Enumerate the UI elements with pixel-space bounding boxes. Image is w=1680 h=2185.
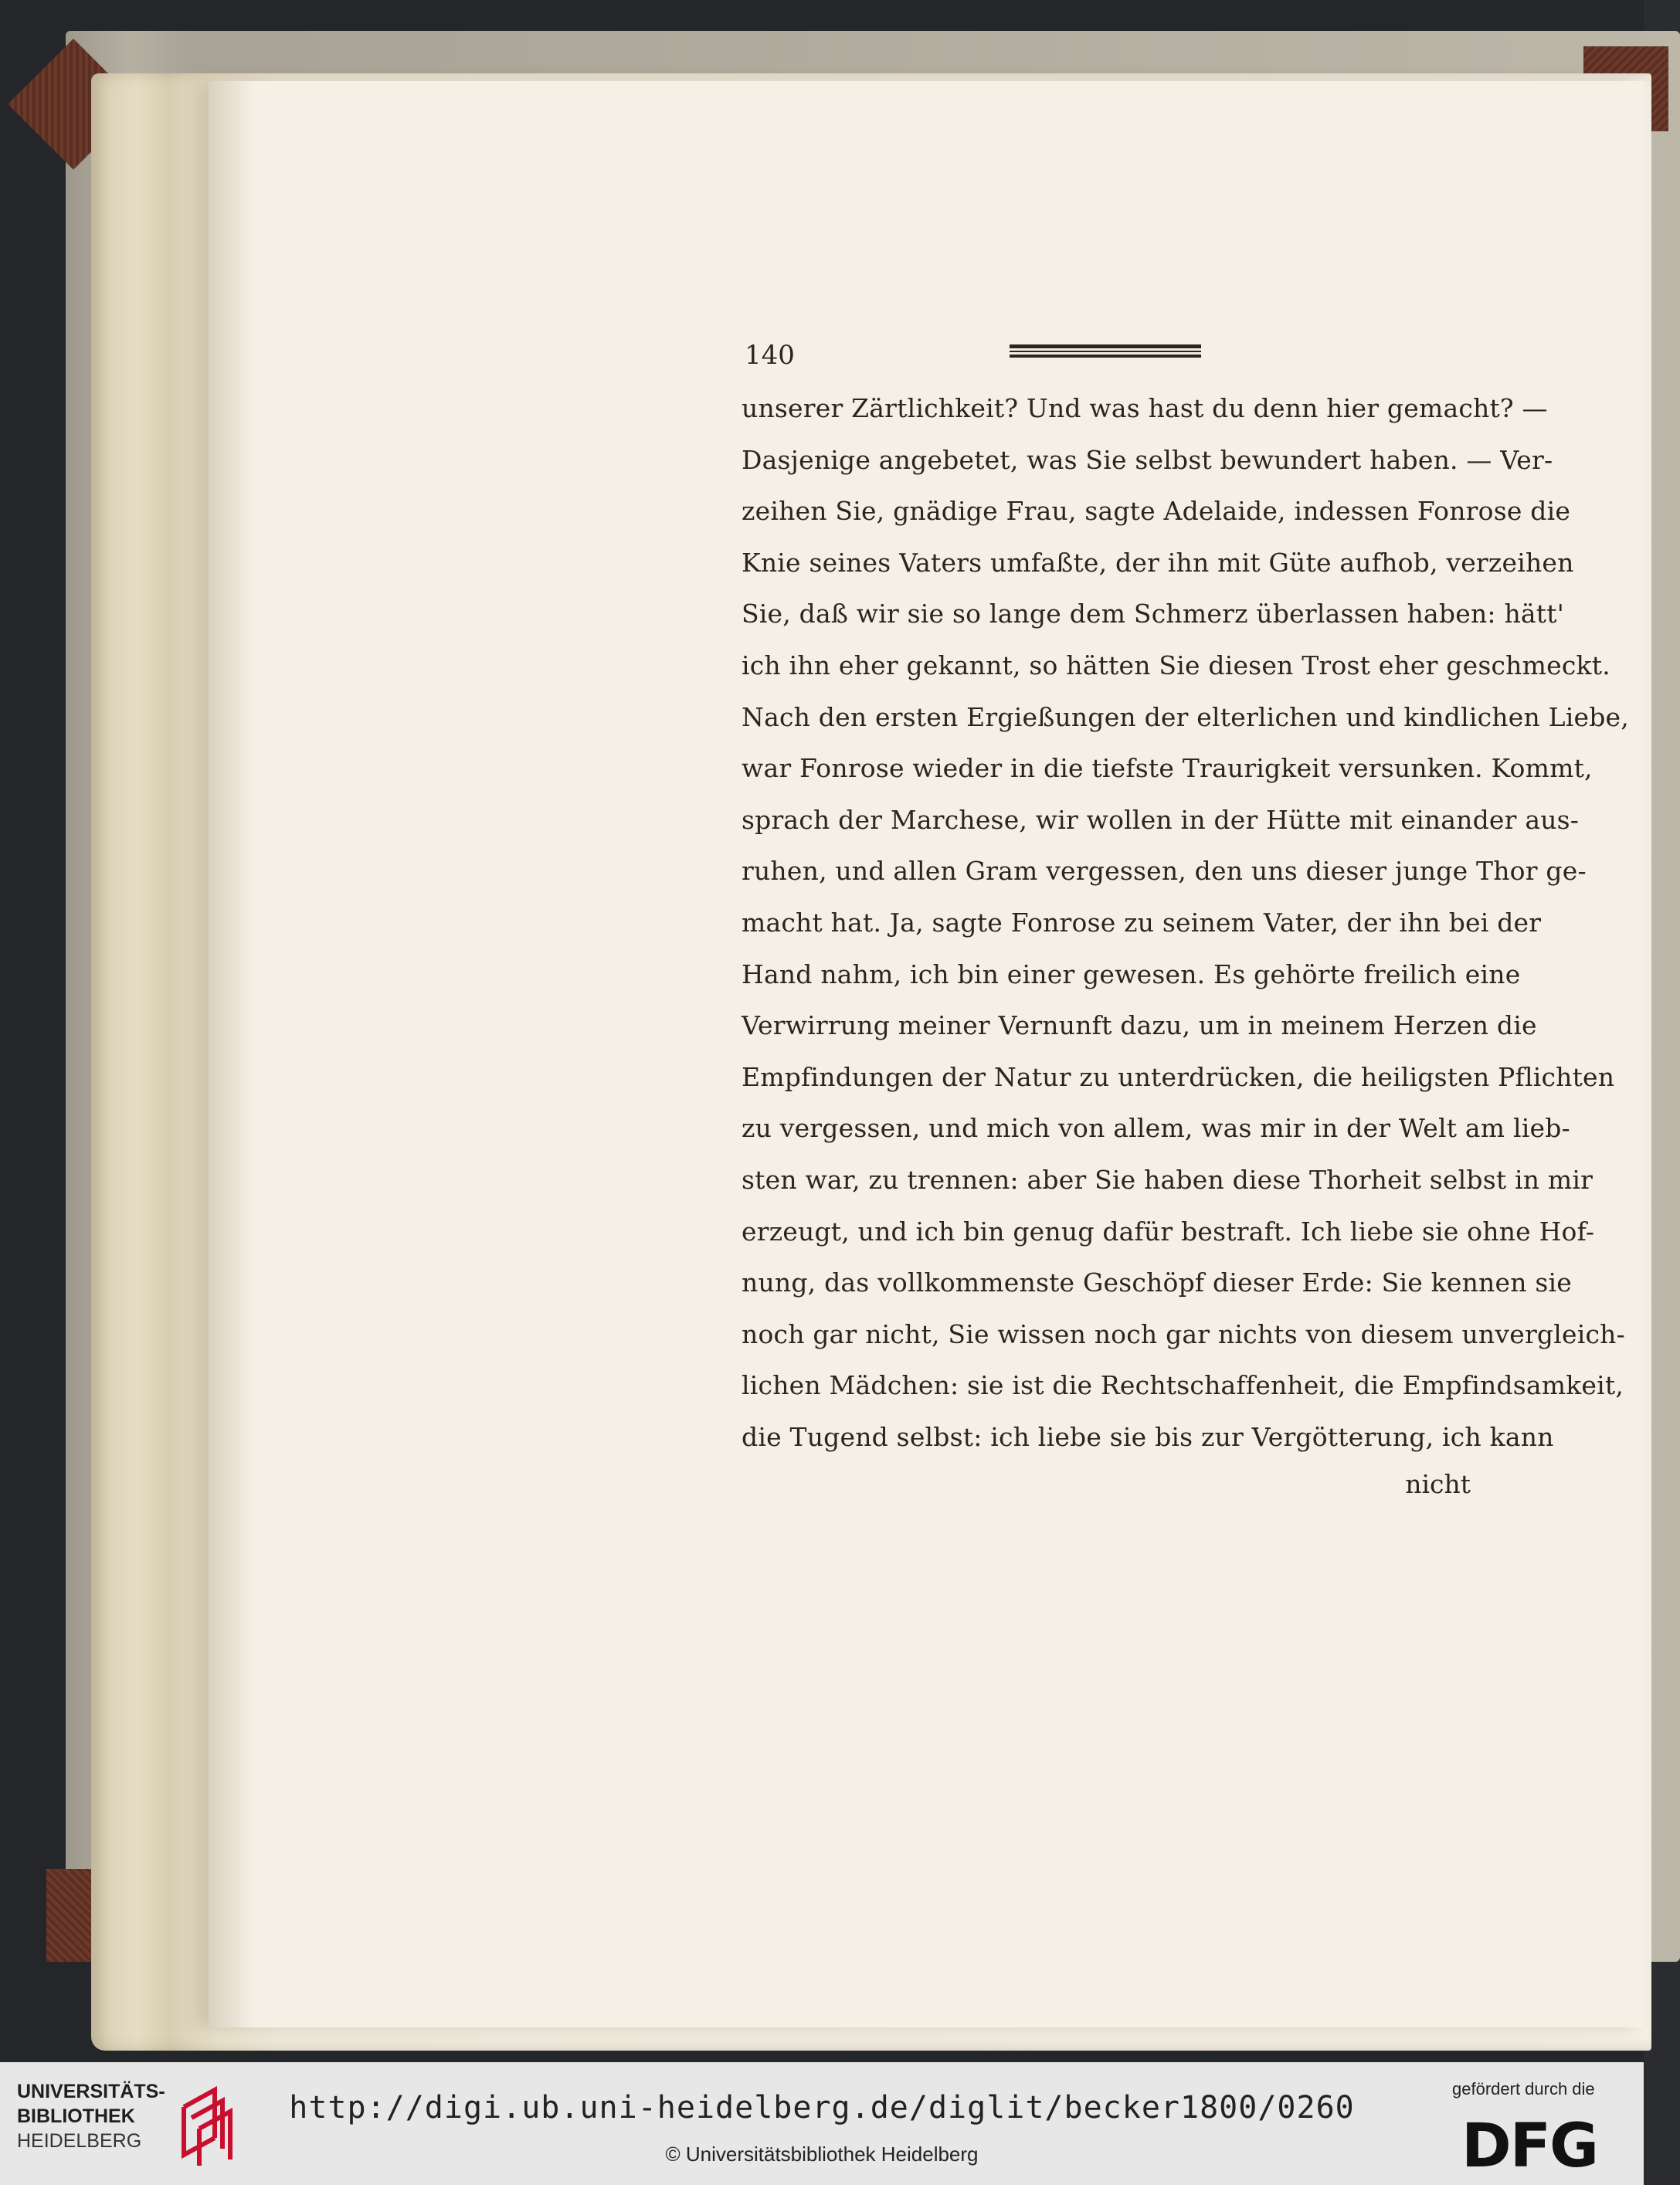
text-line: sprach der Marchese, wir wollen in der Hütte mit einander aus- bbox=[742, 804, 1580, 835]
text-line: Knie seines Vaters umfaßte, der ihn mit Güte aufhob, verzeihen bbox=[742, 547, 1574, 578]
text-line: erzeugt, und ich bin genug dafür bestraft. Ich liebe sie ohne Hof- bbox=[742, 1216, 1595, 1247]
text-line: zeihen Sie, gnädige Frau, sagte Adelaide, indessen Fonrose die bbox=[742, 496, 1571, 527]
text-line: noch gar nicht, Sie wissen noch gar nichts von diesem unvergleich- bbox=[742, 1318, 1625, 1349]
ub-logo-line3: HEIDELBERG bbox=[17, 2130, 142, 2152]
text-line: die Tugend selbst: ich liebe sie bis zur Vergötterung, ich kann bbox=[742, 1421, 1554, 1452]
text-line: war Fonrose wieder in die tiefste Traurigkeit versunken. Kommt, bbox=[742, 753, 1593, 784]
catchword-row bbox=[742, 1463, 1475, 1517]
text-line: ich ihn eher gekannt, so hätten Sie diesen Trost eher geschmeckt. bbox=[742, 650, 1610, 680]
text-line: sten war, zu trennen: aber Sie haben diese Thorheit selbst in mir bbox=[742, 1164, 1593, 1195]
funder-label: gefördert durch die bbox=[1452, 2079, 1595, 2098]
running-header bbox=[742, 340, 1475, 383]
text-line: Empfindungen der Natur zu unterdrücken, die heiligsten Pflichten bbox=[742, 1061, 1615, 1092]
text-line: Verwirrung meiner Vernunft dazu, um in meinem Herzen die bbox=[742, 1010, 1537, 1041]
text-line: Sie, daß wir sie so lange dem Schmerz überlassen haben: hätt' bbox=[742, 599, 1564, 629]
copyright-notice: © Universitätsbibliothek Heidelberg bbox=[665, 2143, 979, 2166]
dfg-funder-block[interactable] bbox=[1452, 2079, 1630, 2180]
page-text-block bbox=[742, 340, 1629, 1517]
text-line: Dasjenige angebetet, was Sie selbst bewundert haben. — Ver- bbox=[742, 444, 1553, 475]
catchword: nicht bbox=[1405, 1469, 1471, 1500]
permalink-url[interactable]: http://digi.ub.uni-heidelberg.de/diglit/becker1800/0260 bbox=[289, 2090, 1355, 2126]
text-line: Hand nahm, ich bin einer gewesen. Es gehörte freilich eine bbox=[742, 958, 1521, 989]
text-line: Nach den ersten Ergießungen der elterlichen und kindlichen Liebe, bbox=[742, 701, 1629, 732]
text-line: zu vergessen, und mich von allem, was mir in der Welt am lieb- bbox=[742, 1113, 1570, 1144]
text-line: ruhen, und allen Gram vergessen, den uns dieser junge Thor ge- bbox=[742, 856, 1587, 887]
text-line: macht hat. Ja, sagte Fonrose zu seinem Vater, der ihn bei der bbox=[742, 907, 1542, 938]
ub-logo-line2: BIBLIOTHEK bbox=[17, 2105, 135, 2127]
ub-logo-line1: UNIVERSITÄTS- bbox=[17, 2081, 165, 2102]
gutter-shadow bbox=[209, 81, 255, 2027]
header-ornament-rule bbox=[1010, 341, 1201, 358]
dfg-logo: DFG bbox=[1461, 2112, 1598, 2181]
text-line: nung, das vollkommenste Geschöpf dieser Erde: Sie kennen sie bbox=[742, 1267, 1572, 1298]
text-line: unserer Zärtlichkeit? Und was hast du denn hier gemacht? — bbox=[742, 393, 1548, 423]
text-line: lichen Mädchen: sie ist die Rechtschaffenheit, die Empfindsamkeit, bbox=[742, 1370, 1624, 1401]
viewer-footer bbox=[0, 2062, 1644, 2185]
page-number: 140 bbox=[745, 340, 795, 371]
